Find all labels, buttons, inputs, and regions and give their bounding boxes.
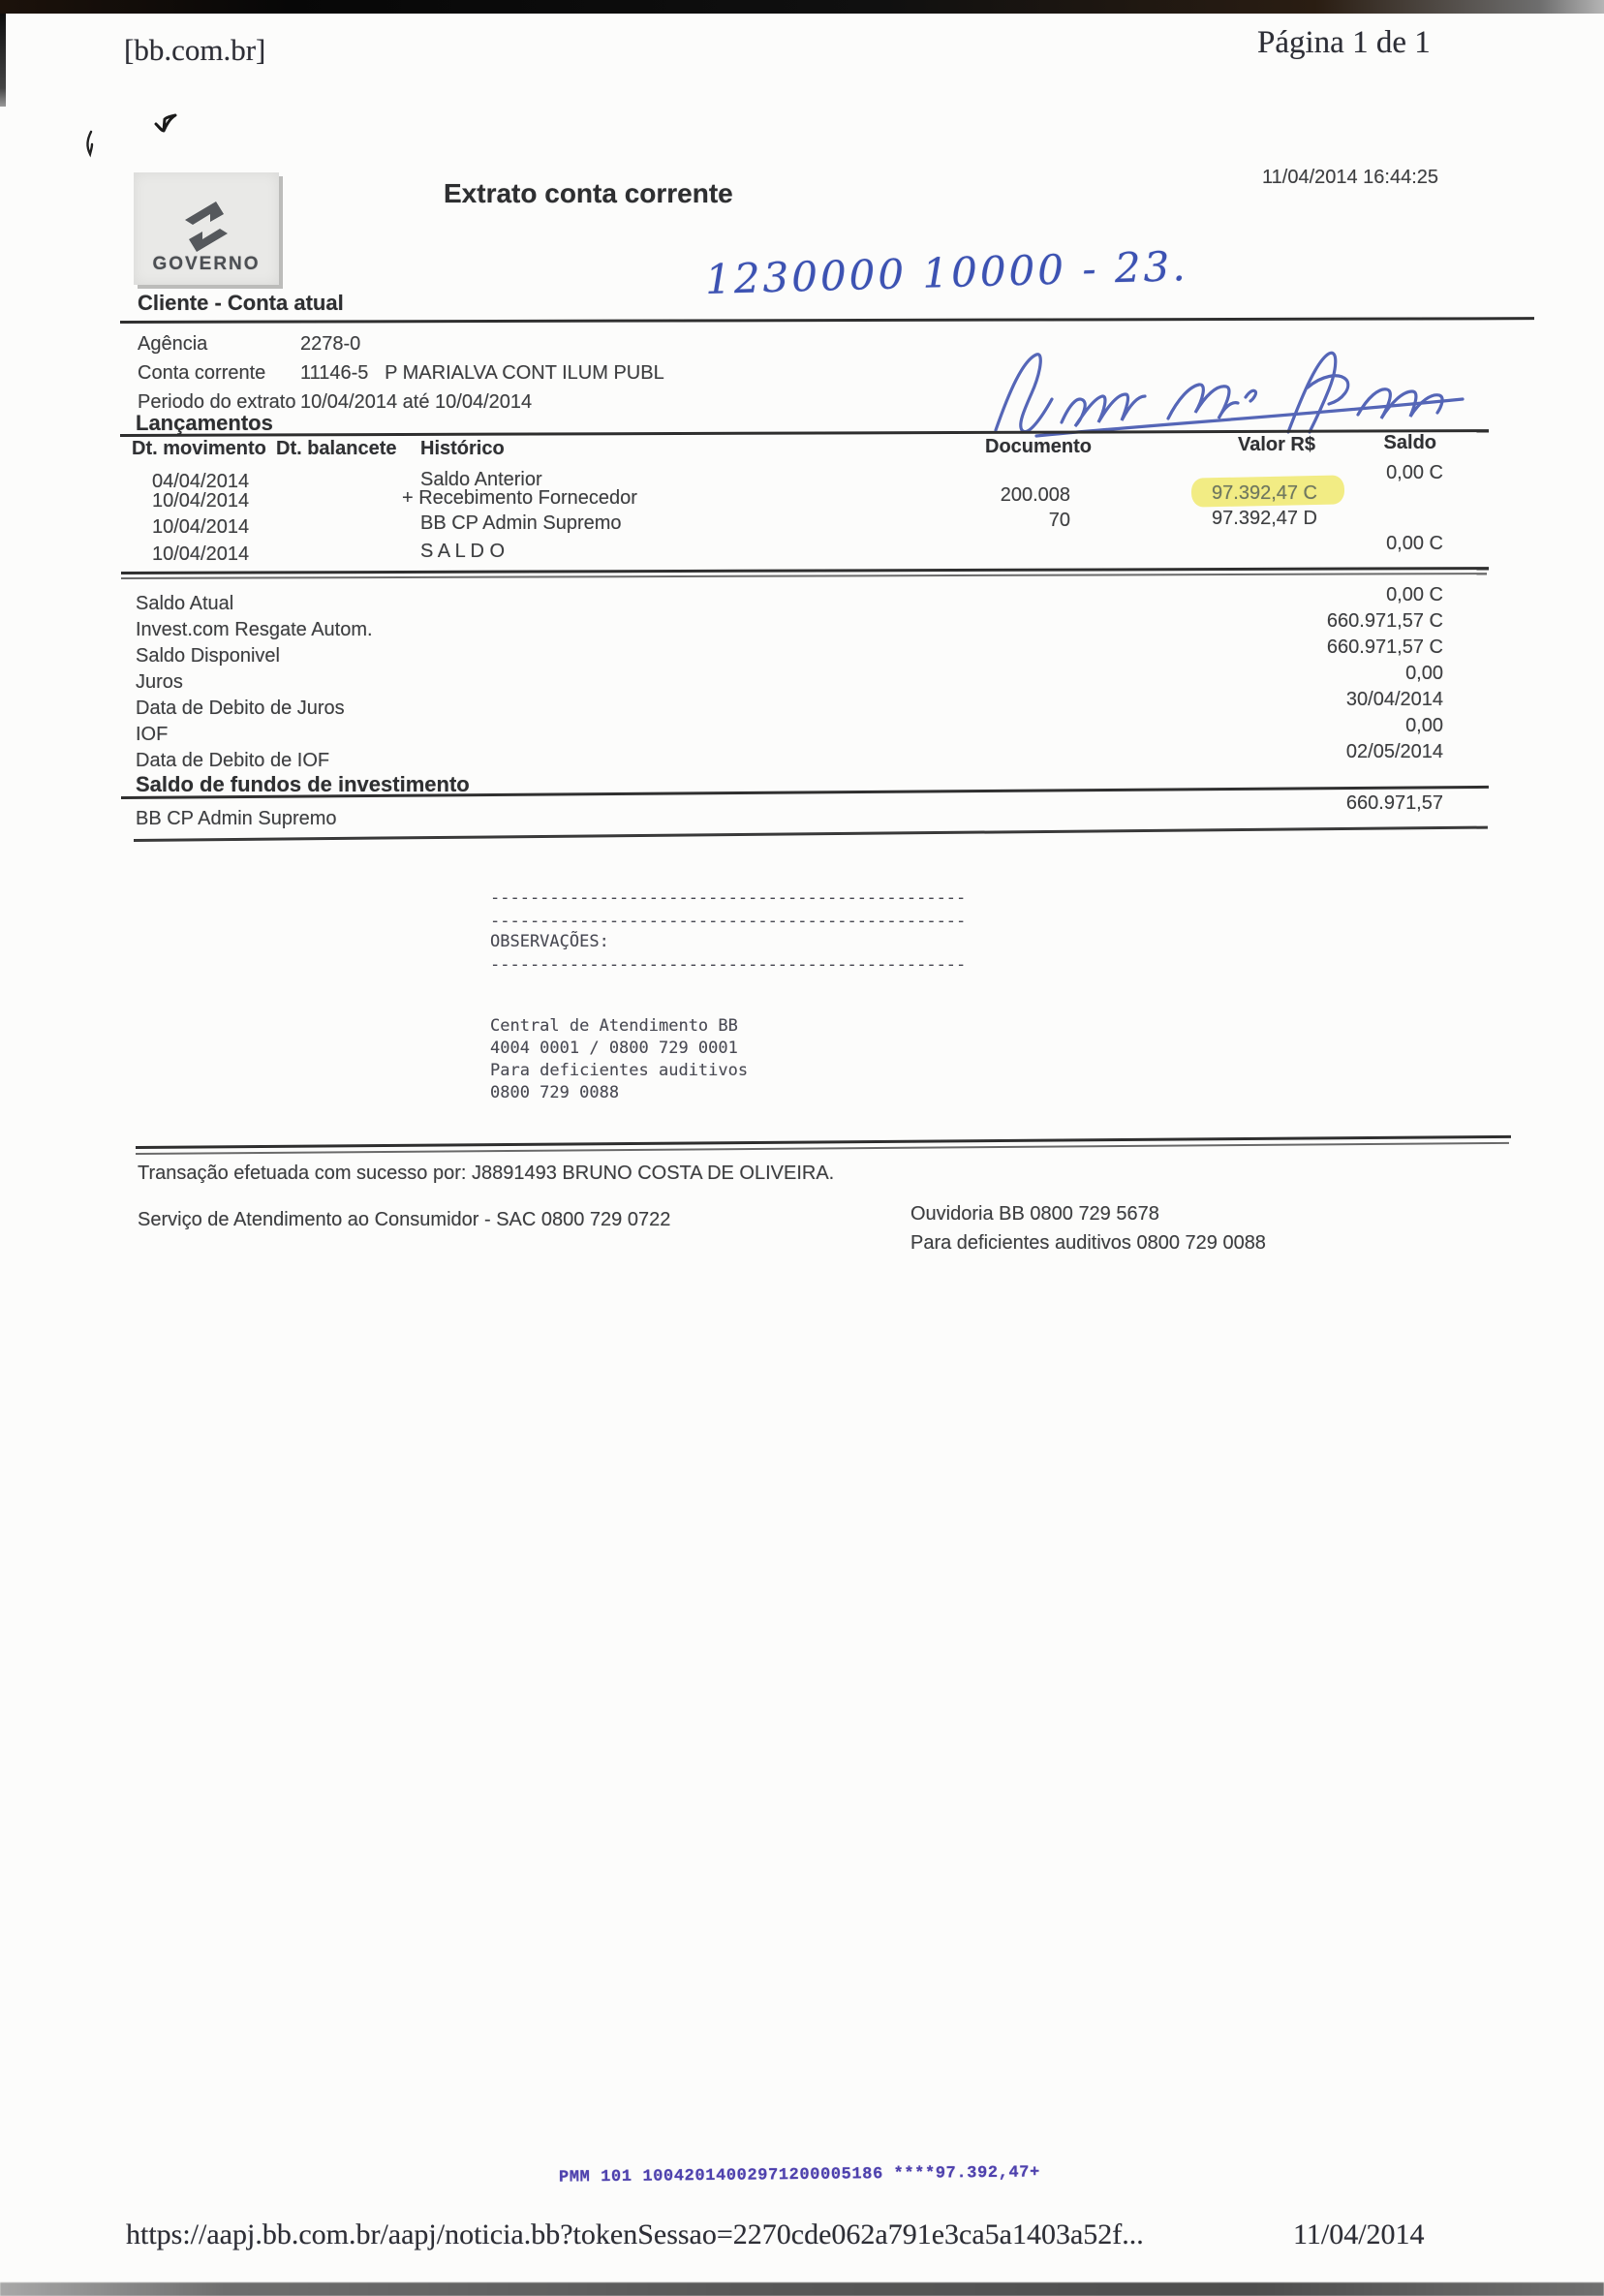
fund-label: BB CP Admin Supremo	[136, 808, 337, 829]
summary-value: 0,00 C	[1386, 584, 1443, 605]
ink-mark	[153, 112, 178, 138]
fund-value: 660.971,57	[1345, 792, 1443, 814]
col-header-documento: Documento	[985, 436, 1092, 457]
summary-label: Data de Debito de Juros	[136, 698, 345, 719]
ink-mark	[83, 130, 97, 157]
scan-edge-top	[0, 0, 1604, 14]
table-cell-historico: S A L D O	[420, 541, 506, 562]
summary-label: Saldo Atual	[136, 593, 234, 614]
summary-value: 660.971,57 C	[1326, 610, 1443, 632]
dashed-line: ------------------------------------------------	[490, 888, 967, 908]
page-indicator: Página 1 de 1	[1257, 25, 1431, 60]
col-header-historico: Histórico	[420, 438, 505, 459]
table-cell-saldo: 0,00 C	[1386, 462, 1443, 483]
field-label: Agência	[138, 333, 208, 355]
observations-line: 0800 729 0088	[490, 1083, 620, 1102]
observations-line: 4004 0001 / 0800 729 0001	[490, 1039, 738, 1058]
field-label: Conta corrente	[138, 362, 266, 384]
table-cell-date: 10/04/2014	[152, 516, 250, 538]
table-cell-documento: 200.008	[1000, 484, 1070, 506]
table-cell-date: 10/04/2014	[152, 490, 250, 512]
bank-logo	[134, 172, 279, 285]
summary-label: IOF	[136, 724, 169, 745]
summary-value: 02/05/2014	[1345, 741, 1443, 762]
table-cell-historico: Saldo Anterior	[420, 469, 542, 490]
table-cell-historico: BB CP Admin Supremo	[420, 512, 622, 534]
dashed-line: ------------------------------------------------	[490, 955, 967, 975]
scan-edge-left	[0, 14, 6, 107]
table-cell-historico: + Recebimento Fornecedor	[402, 487, 637, 509]
observations-line: Central de Atendimento BB	[490, 1016, 738, 1036]
col-header-saldo: Saldo	[1383, 432, 1436, 453]
table-cell-documento: 70	[1048, 510, 1070, 531]
dashed-line: ------------------------------------------------	[490, 912, 967, 931]
transaction-note: Transação efetuada com sucesso por: J8891493 BRUNO COSTA DE OLIVEIRA.	[138, 1163, 835, 1184]
print-timestamp: 11/04/2014 16:44:25	[1262, 167, 1439, 188]
sac-note: Serviço de Atendimento ao Consumidor - SAC 0800 729 0722	[138, 1209, 671, 1230]
table-cell-date: 04/04/2014	[152, 471, 250, 492]
table-cell-valor: 97.392,47 C	[1212, 482, 1317, 504]
col-header-valor: Valor R$	[1237, 434, 1315, 455]
observations-title: OBSERVAÇÕES:	[490, 932, 609, 951]
summary-value: 30/04/2014	[1345, 689, 1443, 710]
summary-value: 660.971,57 C	[1326, 636, 1443, 658]
scan-edge-bottom	[0, 2282, 1604, 2296]
ouvidoria-note: Ouvidoria BB 0800 729 5678	[910, 1203, 1159, 1225]
field-value: 11146-5 P MARIALVA CONT ILUM PUBL	[300, 362, 664, 384]
section-title-transactions: Lançamentos	[136, 411, 273, 435]
section-title-funds: Saldo de fundos de investimento	[136, 772, 470, 796]
table-cell-valor: 97.392,47 D	[1212, 508, 1317, 529]
table-cell-saldo: 0,00 C	[1386, 533, 1443, 554]
deaf-note: Para deficientes auditivos 0800 729 0088	[910, 1232, 1266, 1254]
field-label: Periodo do extrato	[138, 391, 296, 413]
handwritten-note: 1230000 10000 - 23.	[704, 242, 1189, 303]
field-value: 2278-0	[300, 333, 361, 355]
bb-logo-icon	[175, 200, 237, 254]
summary-label: Data de Debito de IOF	[136, 750, 330, 771]
summary-value: 0,00	[1405, 715, 1443, 736]
summary-label: Juros	[136, 671, 183, 693]
table-cell-date: 10/04/2014	[152, 543, 250, 565]
section-rule	[120, 317, 1534, 324]
summary-label: Invest.com Resgate Autom.	[136, 619, 373, 640]
field-value: 10/04/2014 até 10/04/2014	[300, 391, 533, 413]
col-header-dt-movimento: Dt. movimento	[132, 438, 266, 459]
col-header-dt-balancete: Dt. balancete	[276, 438, 397, 459]
summary-value: 0,00	[1405, 663, 1443, 684]
page-title: Extrato conta corrente	[444, 178, 733, 208]
footer-date: 11/04/2014	[1293, 2218, 1425, 2250]
stamp-text: PMM 101 10042014002971200005186 ****97.392,47+	[558, 2163, 1040, 2187]
section-title-account: Cliente - Conta atual	[138, 291, 344, 315]
summary-label: Saldo Disponivel	[136, 645, 280, 667]
observations-line: Para deficientes auditivos	[490, 1061, 749, 1080]
site-header: [bb.com.br]	[124, 33, 266, 67]
logo-label: GOVERNO	[152, 254, 261, 274]
footer-url: https://aapj.bb.com.br/aapj/noticia.bb?tokenSessao=2270cde062a791e3ca5a1403a52f...	[126, 2218, 1144, 2250]
